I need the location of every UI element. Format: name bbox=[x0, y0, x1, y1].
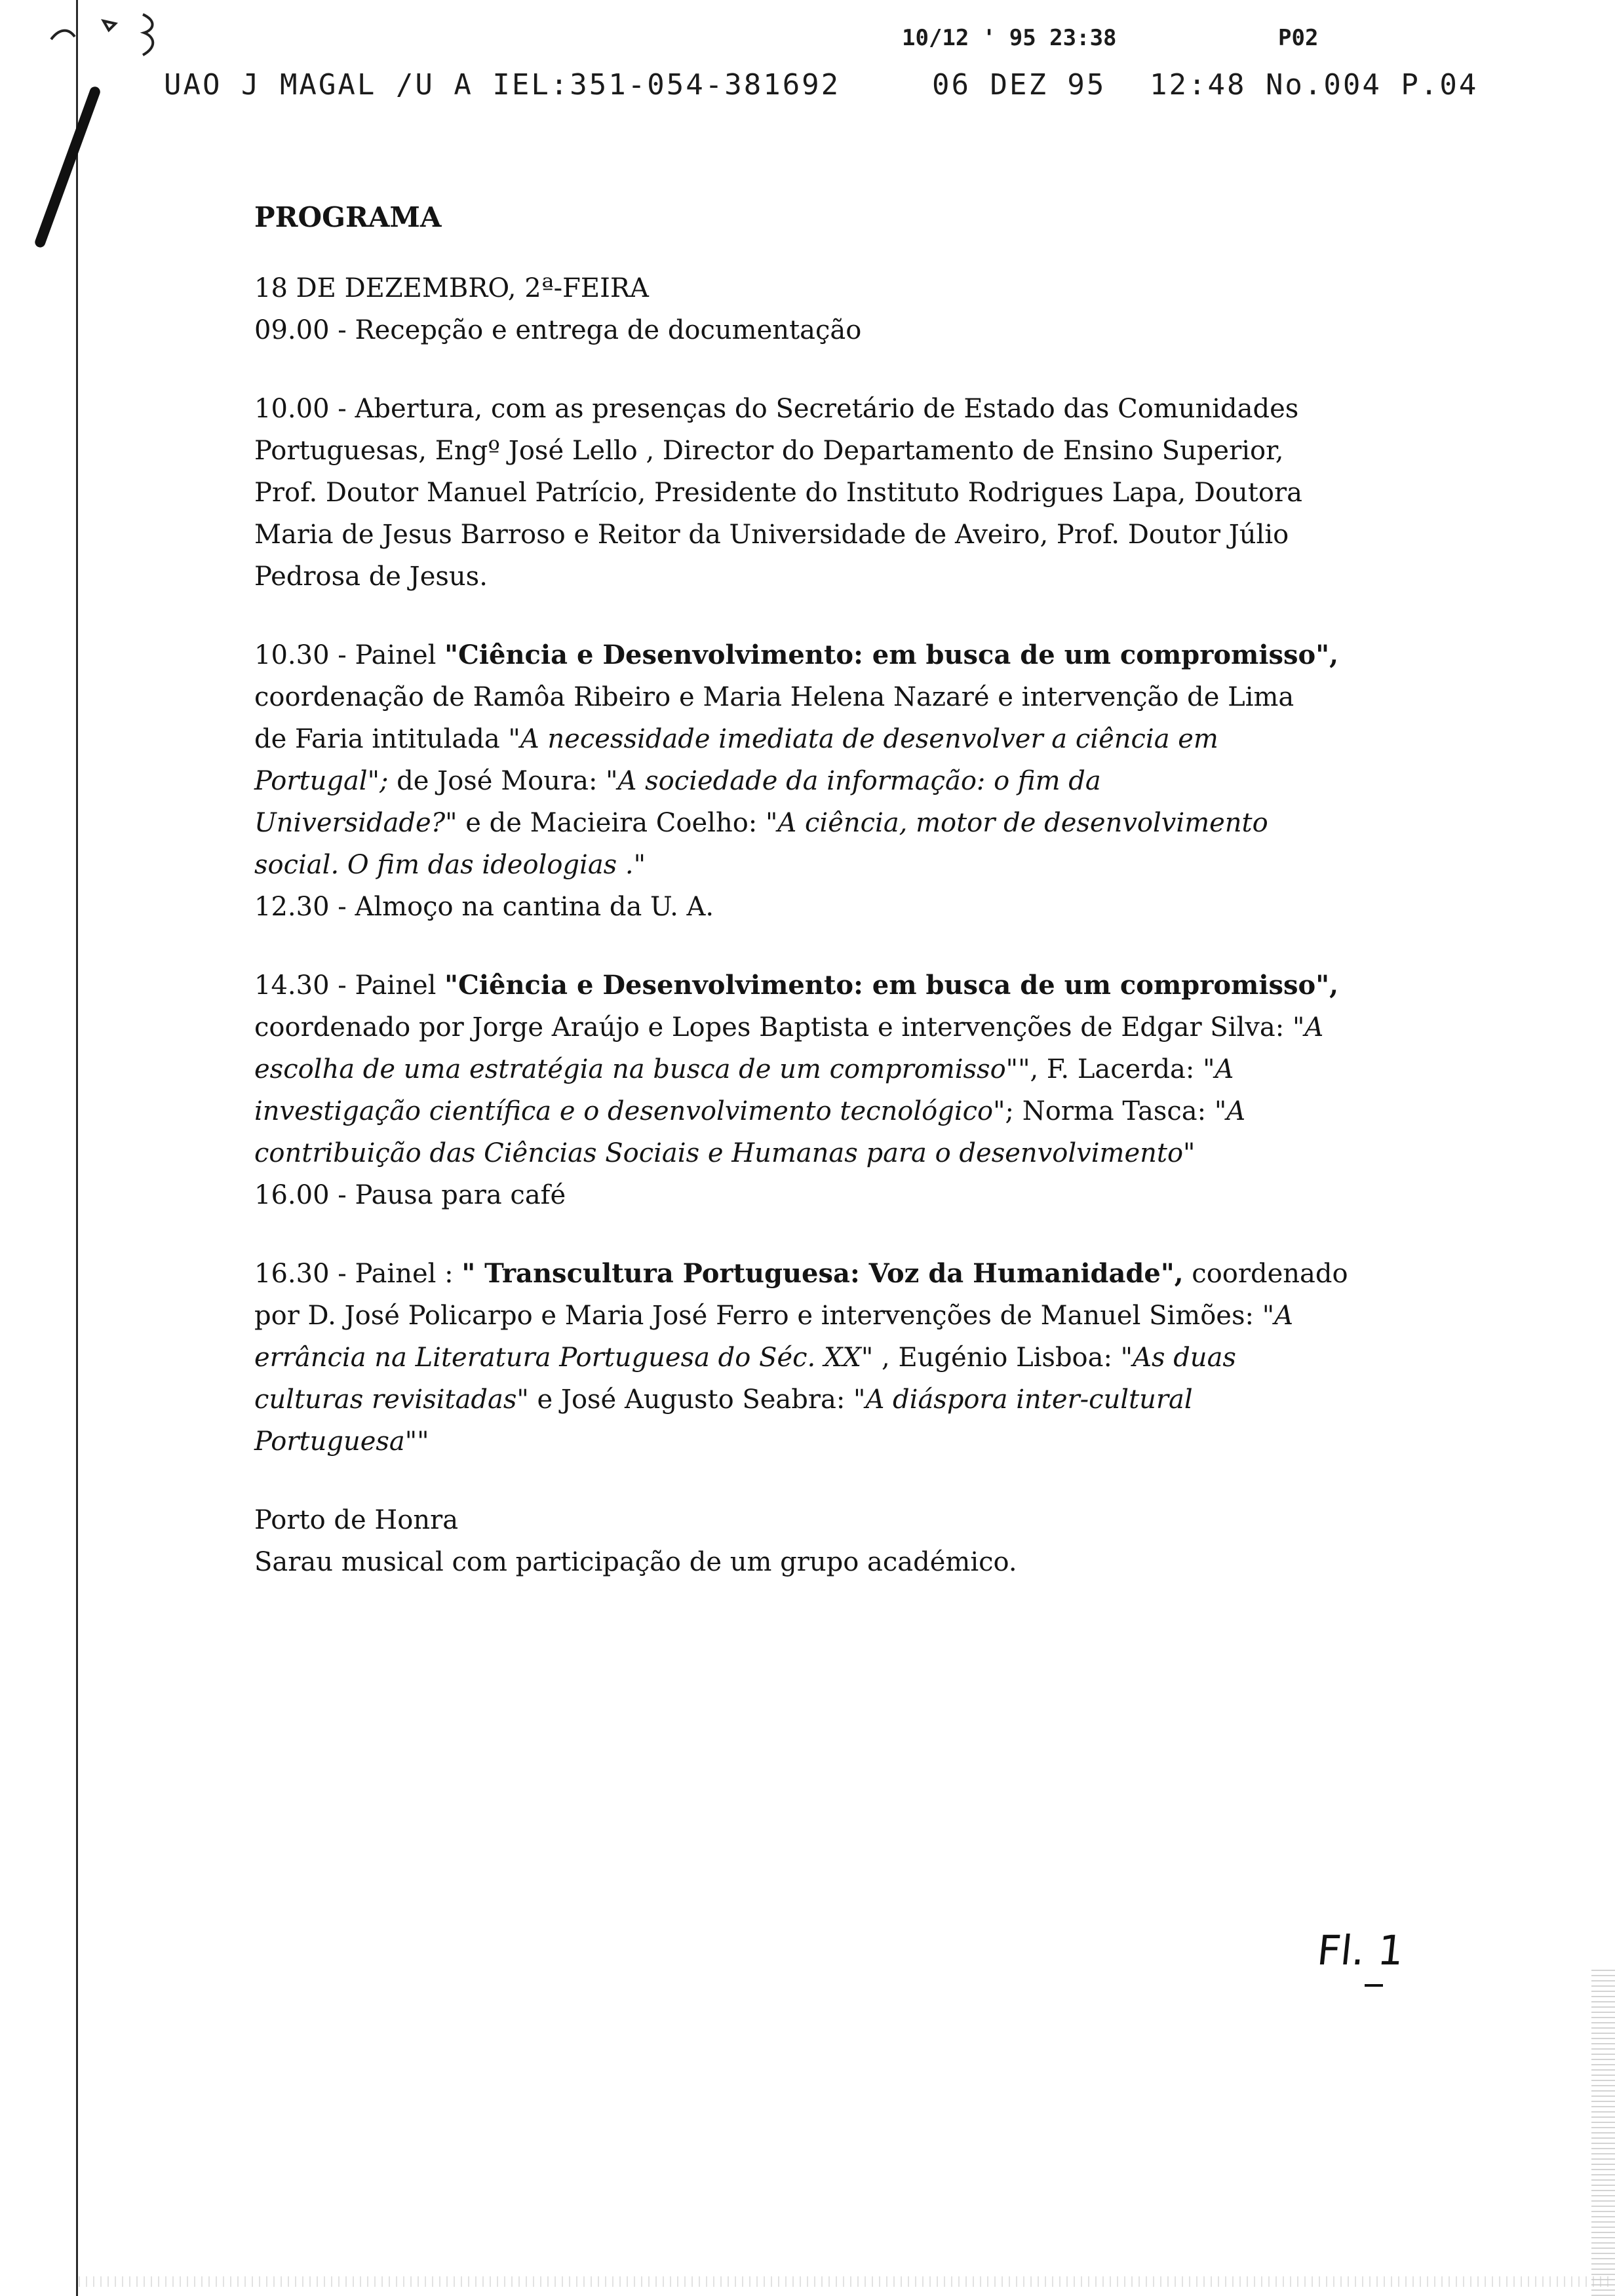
panel-1-italic-title: "A necessidade imediata de desenvolver a ciência em bbox=[508, 724, 1218, 754]
panel-3-title-line bbox=[254, 1253, 1369, 1295]
panel-3-line bbox=[254, 1295, 1369, 1337]
closing-line: Sarau musical com participação de um grupo académico. bbox=[254, 1547, 1017, 1577]
fax-timestamp-top: 10/12 ' 95 23:38 bbox=[902, 25, 1117, 51]
panel-2-italic-title: escolha de uma estratégia na busca de um compromisso" bbox=[254, 1054, 1019, 1084]
panel-1-italic-title: Universidade?" bbox=[254, 808, 457, 838]
panel-1-italic-title: "A sociedade da informação: o fim da bbox=[606, 766, 1101, 796]
handwritten-underline bbox=[1365, 1984, 1383, 1987]
panel-2-italic-title: "A bbox=[1214, 1096, 1246, 1126]
panel-3-block bbox=[254, 1253, 1369, 1463]
panel-3-italic-title: culturas revisitadas" bbox=[254, 1385, 529, 1415]
panel-1-text: de José Moura: bbox=[388, 766, 606, 796]
program-heading: PROGRAMA bbox=[254, 201, 442, 233]
panel-1-line bbox=[254, 718, 1369, 760]
panel-3-title: " Transcultura Portuguesa: Voz da Humanidade", bbox=[461, 1258, 1184, 1289]
panel-1-line bbox=[254, 760, 1369, 802]
panel-3-text: coordenado bbox=[1183, 1259, 1348, 1289]
closing-line: Porto de Honra bbox=[254, 1505, 459, 1535]
panel-2-line bbox=[254, 1006, 1369, 1048]
panel-2-text: ", F. Lacerda: bbox=[1018, 1054, 1203, 1084]
panel-2-text: coordenado por Jorge Araújo e Lopes Baptista e intervenções de Edgar Silva: bbox=[254, 1012, 1293, 1043]
scan-noise-right bbox=[1591, 1966, 1615, 2296]
panel-3-text: e José Augusto Seabra: bbox=[528, 1385, 854, 1415]
panel-1-italic-title: A ciência, motor de desenvolvimento bbox=[777, 808, 1268, 838]
opening-line: Maria de Jesus Barroso e Reitor da Universidade de Aveiro, Prof. Doutor Júlio bbox=[254, 520, 1289, 550]
panel-3-italic-title: Portuguesa"" bbox=[254, 1426, 429, 1457]
page-margin-line bbox=[76, 0, 78, 2296]
panel-3-italic-title: "As duas bbox=[1120, 1343, 1236, 1373]
opening-line: Portuguesas, Engº José Lello , Director do Departamento de Ensino Superior, bbox=[254, 436, 1284, 466]
panel-3-line bbox=[254, 1337, 1369, 1379]
panel-1-line bbox=[254, 802, 1369, 844]
panel-3-italic-title: errância na Literatura Portuguesa do Séc. XX" bbox=[254, 1343, 874, 1373]
fax-page-label: P02 bbox=[1278, 25, 1319, 51]
panel-2-line bbox=[254, 1048, 1369, 1090]
panel-1-block bbox=[254, 634, 1369, 928]
panel-2-block bbox=[254, 965, 1369, 1216]
coffee-break-item: 16.00 - Pausa para café bbox=[254, 1180, 566, 1210]
panel-2-italic-title: investigação científica e o desenvolvimento tecnológico bbox=[254, 1096, 994, 1126]
panel-3-italic-title: "A bbox=[1262, 1301, 1293, 1331]
panel-2-italic-title: contribuição das Ciências Sociais e Humanas para o desenvolvimento" bbox=[254, 1138, 1196, 1168]
day-title: 18 DE DEZEMBRO, 2ª-FEIRA bbox=[254, 273, 649, 303]
panel-1-italic-title: Portugal"; bbox=[254, 766, 389, 796]
pen-slash-mark bbox=[33, 85, 102, 249]
fax-date-line: 06 DEZ 95 bbox=[932, 68, 1106, 102]
panel-2-title: "Ciência e Desenvolvimento: em busca de um compromisso", bbox=[444, 970, 1339, 1001]
opening-line: Prof. Doutor Manuel Patrício, Presidente do Instituto Rodrigues Lapa, Doutora bbox=[254, 478, 1302, 508]
fax-sender-line: UAO J MAGAL /U A IEL:351-054-381692 bbox=[164, 68, 841, 102]
program-document bbox=[254, 197, 1369, 1583]
panel-3-text: , Eugénio Lisboa: bbox=[873, 1343, 1121, 1373]
corner-scribble-mark bbox=[46, 8, 170, 60]
day-block bbox=[254, 267, 1369, 351]
lunch-item: 12.30 - Almoço na cantina da U. A. bbox=[254, 892, 714, 922]
panel-2-line bbox=[254, 1090, 1369, 1132]
opening-block bbox=[254, 388, 1369, 598]
panel-1-text: de Faria intitulada bbox=[254, 724, 509, 754]
closing-block bbox=[254, 1499, 1369, 1583]
fax-time-line: 12:48 No.004 P.04 bbox=[1150, 68, 1479, 102]
panel-1-coordination: coordenação de Ramôa Ribeiro e Maria Helena Nazaré e intervenção de Lima bbox=[254, 682, 1294, 712]
opening-line: 10.00 - Abertura, com as presenças do Secretário de Estado das Comunidades bbox=[254, 394, 1299, 424]
panel-2-italic-title: "A bbox=[1203, 1054, 1234, 1084]
panel-2-title-line bbox=[254, 965, 1369, 1006]
handwritten-page-mark: Fl. 1 bbox=[1315, 1926, 1407, 1974]
panel-1-text: e de Macieira Coelho: " bbox=[457, 808, 778, 838]
panel-3-italic-title: "A diáspora inter-cultural bbox=[853, 1385, 1193, 1415]
panel-2-time: 14.30 - Painel bbox=[254, 970, 445, 1001]
scan-noise-bottom bbox=[79, 2276, 1612, 2287]
panel-3-text: por D. José Policarpo e Maria José Ferro e intervenções de Manuel Simões: bbox=[254, 1301, 1262, 1331]
panel-1-italic-title: social. O fim das ideologias ." bbox=[254, 850, 646, 880]
reception-item: 09.00 - Recepção e entrega de documentação bbox=[254, 315, 862, 345]
opening-line: Pedrosa de Jesus. bbox=[254, 562, 488, 592]
panel-1-title: "Ciência e Desenvolvimento: em busca de um compromisso", bbox=[444, 640, 1339, 670]
panel-3-time: 16.30 - Painel : bbox=[254, 1259, 462, 1289]
panel-2-italic-title: "A bbox=[1292, 1012, 1324, 1043]
panel-3-line bbox=[254, 1379, 1369, 1421]
panel-1-time: 10.30 - Painel bbox=[254, 640, 445, 670]
panel-1-title-line bbox=[254, 634, 1369, 676]
panel-2-text: "; Norma Tasca: bbox=[993, 1096, 1215, 1126]
